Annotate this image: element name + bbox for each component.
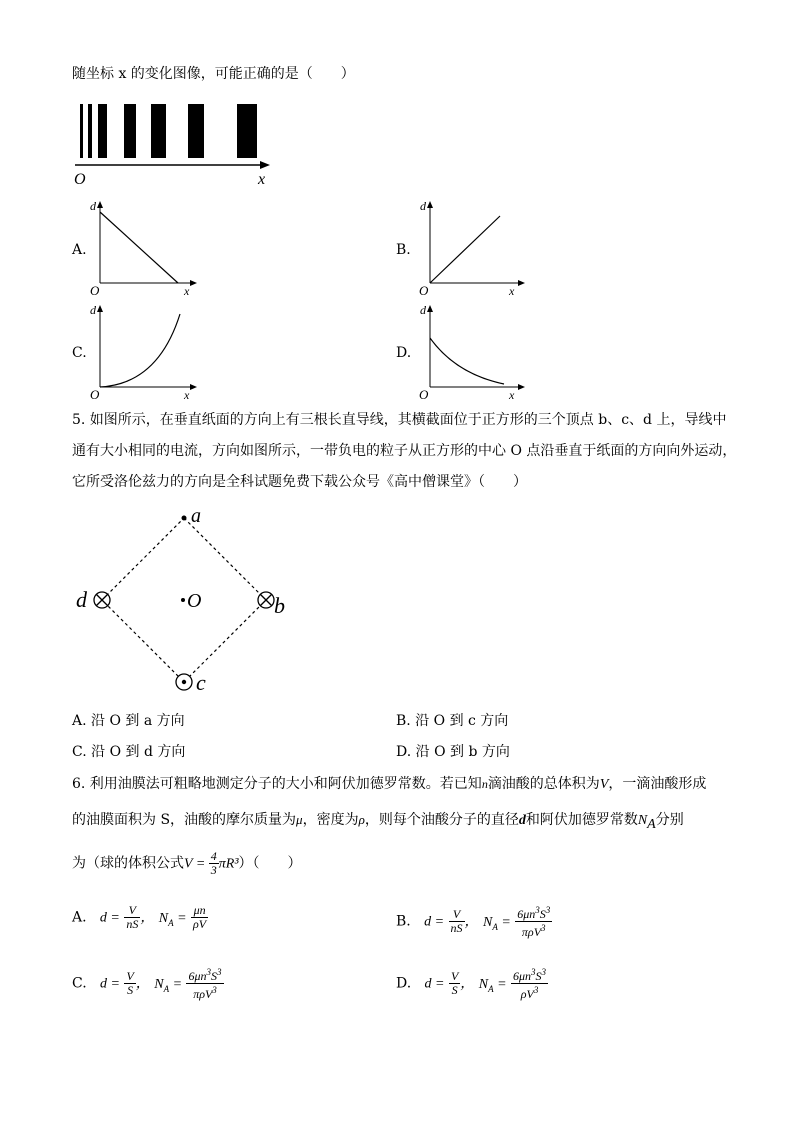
q5-line1: 5. 如图所示，在垂直纸面的方向上有三根长直导线，其横截面位于正方形的三个顶点 b、c、d 上，导线中 (72, 412, 727, 428)
q6-line1: 6. 利用油膜法可粗略地测定分子的大小和阿伏加德罗常数。若已知n滴油酸的总体积为V，一滴油酸形成 (72, 776, 707, 792)
svg-text:x: x (509, 284, 515, 298)
q5-option-d[interactable]: D. 沿 O 到 b 方向 (396, 744, 510, 760)
svg-text:x: x (184, 284, 190, 298)
svg-text:x: x (509, 388, 515, 402)
q6-line2: 的油膜面积为 S，油酸的摩尔质量为μ，密度为ρ，则每个油酸分子的直径d和阿伏加德罗常数$N_A$分别 (72, 812, 684, 832)
label-O: O (187, 590, 202, 612)
q4-optA-letter[interactable]: A. (72, 242, 87, 258)
svg-text:O: O (419, 283, 429, 298)
stripe-x-label: x (258, 171, 266, 188)
label-c: c (196, 670, 206, 695)
label-d: d (76, 587, 87, 612)
svg-text:O: O (90, 387, 100, 402)
q4-graph-a (88, 198, 200, 298)
svg-text:O: O (90, 283, 100, 298)
svg-text:d: d (420, 303, 426, 317)
q4-graph-d (416, 302, 528, 402)
svg-text:O: O (419, 387, 429, 402)
svg-text:x: x (184, 388, 190, 402)
svg-text:d: d (90, 303, 96, 317)
q6-option-c[interactable]: C. d = $\frac{V}{S}$ ， $N_A$ = $\frac{6\mu n^3S^3}{\pi\rho V^3}$ (72, 967, 222, 1001)
svg-text:d: d (90, 199, 96, 213)
stripe-figure (70, 98, 280, 188)
q4-optD-letter[interactable]: D. (396, 345, 412, 361)
q4-graph-c (88, 302, 200, 402)
q5-option-a[interactable]: A. 沿 O 到 a 方向 (72, 713, 185, 729)
stripe-origin: O (74, 171, 86, 188)
label-a: a (191, 505, 201, 527)
q5-line3: 它所受洛伦兹力的方向是全科试题免费下载公众号《高中僧课堂》（ ） (72, 474, 527, 490)
q4-optB-letter[interactable]: B. (396, 242, 411, 258)
q4-stem: 随坐标 x 的变化图像，可能正确的是（ ） (72, 66, 355, 82)
q6-option-d[interactable]: D. d = $\frac{V}{S}$ ， $N_A$ = $\frac{6\mu n^3S^3}{\rho V^3}$ (396, 967, 547, 1001)
q6-option-a[interactable]: A. d = $\frac{V}{nS}$ ， $N_A$ = $\frac{\mu n}{\rho V}$ (72, 903, 207, 931)
q4-graph-b (416, 198, 528, 298)
q5-line2: 通有大小相同的电流，方向如图所示，一带负电的粒子从正方形的中心 O 点沿垂直于纸面的方向向外运动， (72, 443, 737, 459)
q5-option-b[interactable]: B. 沿 O 到 c 方向 (396, 713, 509, 729)
square-wire-figure (70, 500, 310, 700)
q6-line3: 为（球的体积公式V = $\frac{4}{3}$ πR³）（ ） (72, 849, 302, 877)
label-b: b (274, 593, 285, 618)
svg-text:d: d (420, 199, 426, 213)
q5-option-c[interactable]: C. 沿 O 到 d 方向 (72, 744, 186, 760)
q4-optC-letter[interactable]: C. (72, 345, 87, 361)
q6-option-b[interactable]: B. d = $\frac{V}{nS}$ ， $N_A$ = $\frac{6\mu n^3S^3}{\pi\rho V^3}$ (396, 905, 551, 939)
